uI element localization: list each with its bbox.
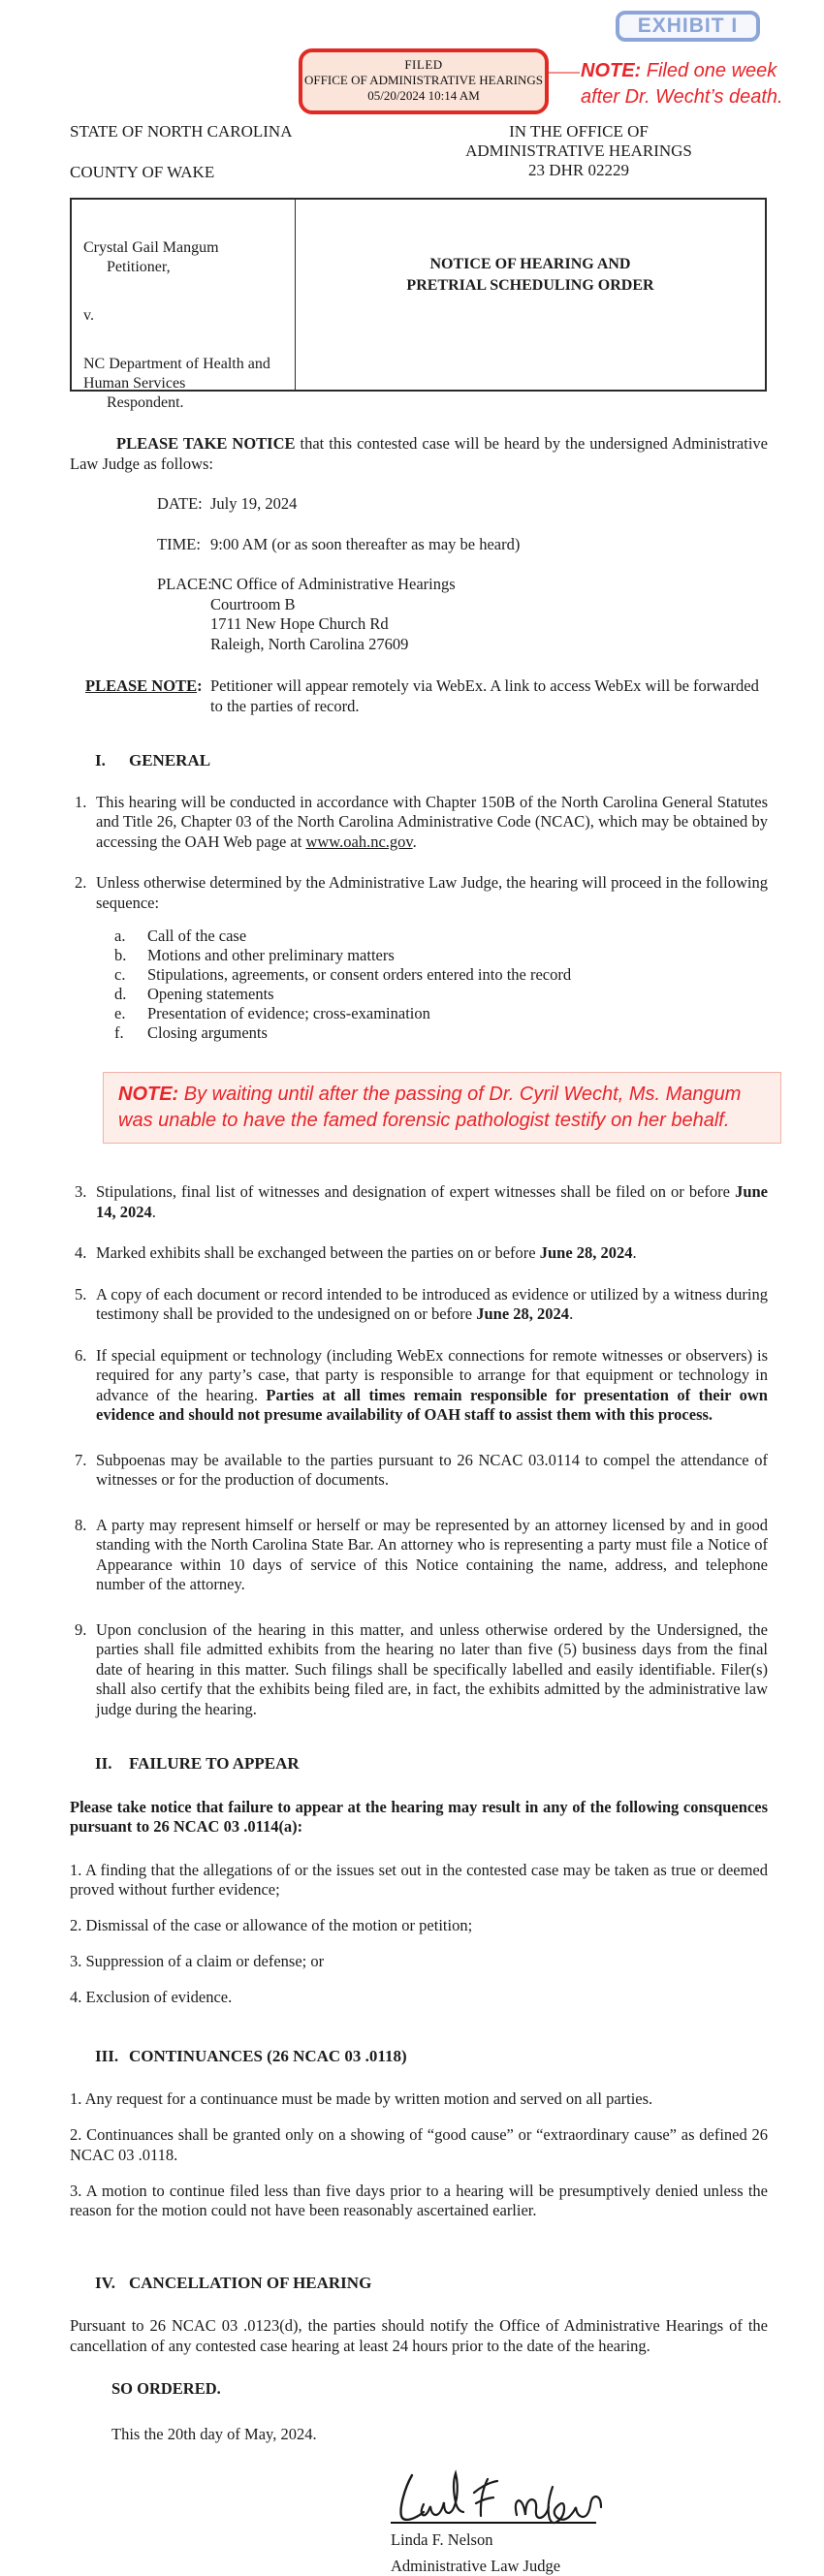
hearing-sequence-list xyxy=(70,927,768,1043)
item-text: Exclusion of evidence. xyxy=(85,1988,233,2006)
sequence-item xyxy=(70,965,768,985)
sequence-text: Opening statements xyxy=(147,985,274,1003)
section-heading-continuances xyxy=(95,2047,768,2067)
document-body xyxy=(70,434,768,2576)
header-left xyxy=(70,122,292,182)
stamp-line-filed: FILED xyxy=(404,57,443,72)
item-text: Continuances shall be granted only on a showing of “good cause” or “extraordinary cause” as defined 26 NCAC 03 .0118. xyxy=(70,2125,768,2164)
top-note-annotation xyxy=(581,58,808,110)
cancellation-paragraph: Pursuant to 26 NCAC 03 .0123(d), the parties should notify the Office of Administrative Hearings of the cancellation of any contested case hearing at least 24 hours prior to the date of the hearing. xyxy=(70,2316,768,2355)
general-item-7 xyxy=(70,1451,768,1491)
judge-signature xyxy=(395,2469,618,2529)
item-text: Stipulations, final list of witnesses and designation of expert witnesses shall be filed on or before June 14, 2024. xyxy=(96,1182,768,1221)
item-text: A finding that the allegations of or the issues set out in the contested case may be taken as true or deemed proved without further evidence; xyxy=(70,1860,768,1899)
schedule-time-row xyxy=(70,535,768,555)
section-title: GENERAL xyxy=(129,751,211,770)
case-number: 23 DHR 02229 xyxy=(528,161,629,179)
failure-consequence-2 xyxy=(70,1916,768,1936)
failure-consequence-3 xyxy=(70,1952,768,1972)
sequence-letter: a. xyxy=(114,927,126,945)
general-item-2 xyxy=(70,873,768,913)
time-label: TIME: xyxy=(157,534,201,553)
sequence-item xyxy=(70,1004,768,1023)
section-title: CONTINUANCES (26 NCAC 03 .0118) xyxy=(129,2046,407,2065)
please-note-value: Petitioner will appear remotely via WebEx. A link to access WebEx will be forwarded to the parties of record. xyxy=(210,676,759,715)
item-number: 1. xyxy=(70,2089,82,2108)
versus: v. xyxy=(83,307,94,324)
schedule-place-row xyxy=(70,575,768,654)
place-line: 1711 New Hope Church Rd xyxy=(210,614,389,633)
item-text: A motion to continue filed less than five days prior to a hearing will be presumptively denied unless the reason for the motion could not have been reasonably ascertained earlier. xyxy=(70,2181,769,2219)
caption-parties-cell xyxy=(72,200,296,411)
item-text: This hearing will be conducted in accordance with Chapter 150B of the North Carolina General Statutes and Title 26, Chapter 03 of the North Carolina Administrative Code (NCAC), which may be obtained by accessing the OAH Web page at www.oah.nc.gov. xyxy=(96,792,768,851)
document-title-line2: PRETRIAL SCHEDULING ORDER xyxy=(406,277,654,294)
continuance-rule-2 xyxy=(70,2125,768,2165)
item-number: 7. xyxy=(75,1450,87,1469)
schedule-date-row xyxy=(70,494,768,515)
section-heading-failure-to-appear xyxy=(95,1754,768,1775)
filed-stamp xyxy=(299,48,549,114)
item-text: Any request for a continuance must be made by written motion and served on all parties. xyxy=(84,2089,653,2108)
office-line1: IN THE OFFICE OF xyxy=(509,122,649,141)
general-item-9 xyxy=(70,1620,768,1720)
item-number: 8. xyxy=(75,1515,87,1534)
item-number: 1. xyxy=(70,1860,82,1879)
sequence-item xyxy=(70,985,768,1004)
item-number: 3. xyxy=(75,1182,87,1201)
respondent-role: Respondent. xyxy=(107,394,184,411)
sequence-letter: e. xyxy=(114,1004,126,1022)
note-text: By waiting until after the passing of Dr. Cyril Wecht, Ms. Mangum was unable to have the famed forensic pathologist testify on her behalf. xyxy=(118,1084,742,1131)
sequence-letter: f. xyxy=(114,1023,124,1042)
exhibit-badge: EXHIBIT I xyxy=(616,11,760,42)
section-title: CANCELLATION OF HEARING xyxy=(129,2273,372,2292)
section-heading-cancellation xyxy=(95,2274,768,2294)
caption-title-cell xyxy=(296,200,765,390)
place-line: NC Office of Administrative Hearings xyxy=(210,575,456,593)
order-date-line: This the 20th day of May, 2024. xyxy=(111,2424,317,2443)
stamp-line-office: OFFICE OF ADMINISTRATIVE HEARINGS xyxy=(304,73,543,87)
sequence-text: Closing arguments xyxy=(147,1023,268,1042)
section-number: IV. xyxy=(95,2273,115,2292)
please-note-label xyxy=(85,676,203,697)
item-text: If special equipment or technology (including WebEx connections for remote witnesses or observers) is required for any party’s case, that party is responsible to arrange for that equipment or technology in advance of the hearing. Parties at all times remain responsible for presentation of their own evidence and should not presume availability of OAH staff to assist them with this process. xyxy=(96,1345,768,1424)
please-note-label-text: PLEASE NOTE xyxy=(85,676,198,695)
case-caption-table xyxy=(70,198,767,411)
general-item-6 xyxy=(70,1346,768,1426)
item-number: 5. xyxy=(75,1284,87,1304)
please-note-colon: : xyxy=(197,676,203,695)
item-number: 4. xyxy=(75,1243,87,1262)
sequence-item xyxy=(70,1023,768,1043)
item-number: 2. xyxy=(70,1916,82,1934)
general-item-1 xyxy=(70,793,768,853)
stamp-note-connector-line xyxy=(549,72,580,74)
place-line: Raleigh, North Carolina 27609 xyxy=(210,634,409,653)
signature-block xyxy=(391,2469,633,2576)
note-label: NOTE: xyxy=(581,60,642,81)
general-item-5 xyxy=(70,1285,768,1325)
item-text: A party may represent himself or herself or may be represented by an attorney licensed by and in good standing with the North Carolina State Bar. An attorney who is representing a party must file a Notice of Appearance within 10 days of service of this Notice containing the name, address, and telephone number of the attorney. xyxy=(96,1515,768,1593)
notice-intro-paragraph: PLEASE TAKE NOTICE that this contested case will be heard by the undersigned Administrative Law Judge as follows: xyxy=(70,434,768,473)
header-right xyxy=(438,122,719,182)
item-text: Dismissal of the case or allowance of the motion or petition; xyxy=(85,1916,473,1934)
petitioner-name: Crystal Gail Mangum xyxy=(83,239,219,256)
item-text: A copy of each document or record intended to be introduced as evidence or utilized by a witness during testimony shall be provided to the undesigned on or before June 28, 2024. xyxy=(96,1284,768,1323)
section-heading-general xyxy=(95,751,768,771)
judge-name: Linda F. Nelson xyxy=(391,2530,493,2549)
date-value: July 19, 2024 xyxy=(210,494,298,513)
item-text: Subpoenas may be available to the parties pursuant to 26 NCAC 03.0114 to compel the attendance of witnesses or for the production of documents. xyxy=(96,1450,768,1489)
note-text: Filed one week after Dr. Wecht’s death. xyxy=(581,60,783,108)
place-label: PLACE: xyxy=(157,575,212,593)
item-number: 3. xyxy=(70,2181,82,2200)
item-number: 2. xyxy=(75,873,87,892)
document-title-line1: NOTICE OF HEARING AND xyxy=(429,256,631,272)
date-label: DATE: xyxy=(157,494,203,513)
so-ordered: SO ORDERED. xyxy=(111,2379,221,2398)
item-text: Unless otherwise determined by the Administrative Law Judge, the hearing will proceed in the following sequence: xyxy=(96,873,768,912)
middle-note-annotation-box xyxy=(103,1072,781,1144)
item-number: 1. xyxy=(75,792,87,811)
respondent-name: NC Department of Health and Human Services xyxy=(83,356,270,392)
section-number: II. xyxy=(95,1754,112,1773)
office-line2: ADMINISTRATIVE HEARINGS xyxy=(465,141,692,160)
stamp-line-datetime: 05/20/2024 10:14 AM xyxy=(367,88,480,103)
section-title: FAILURE TO APPEAR xyxy=(129,1754,300,1773)
signature-underline xyxy=(391,2522,596,2524)
item-number: 6. xyxy=(75,1345,87,1365)
sequence-letter: c. xyxy=(114,965,126,984)
general-item-3 xyxy=(70,1182,768,1222)
general-item-4 xyxy=(70,1243,768,1264)
section-number: I. xyxy=(95,751,106,770)
sequence-text: Call of the case xyxy=(147,927,247,945)
sequence-text: Presentation of evidence; cross-examination xyxy=(147,1004,430,1022)
continuance-rule-3 xyxy=(70,2182,768,2221)
item-number: 2. xyxy=(70,2125,82,2144)
item-text: Upon conclusion of the hearing in this matter, and unless otherwise ordered by the Undersigned, the parties shall file admitted exhibits from the hearing no later than five (5) business days from the final date of hearing in this matter. Such filings shall be specifically labelled and easily identifiable. Filer(s) shall also certify that the exhibits being filed are, in fact, the exhibits admitted by the administrative law judge during the hearing. xyxy=(96,1619,768,1718)
continuance-rule-1 xyxy=(70,2089,768,2110)
state-line: STATE OF NORTH CAROLINA xyxy=(70,122,293,141)
sequence-item xyxy=(70,946,768,965)
item-number: 9. xyxy=(75,1619,87,1639)
sequence-text: Stipulations, agreements, or consent orders entered into the record xyxy=(147,965,572,984)
section-number: III. xyxy=(95,2046,119,2065)
general-item-8 xyxy=(70,1516,768,1595)
failure-consequence-4 xyxy=(70,1988,768,2008)
failure-intro-paragraph: Please take notice that failure to appear at the hearing may result in any of the following consquences pursuant to 26 NCAC 03 .0114(a): xyxy=(70,1797,768,1836)
county-line: COUNTY OF WAKE xyxy=(70,163,215,181)
note-label: NOTE: xyxy=(118,1084,179,1105)
judge-title: Administrative Law Judge xyxy=(391,2557,561,2575)
item-number: 3. xyxy=(70,1952,82,1970)
petitioner-role: Petitioner, xyxy=(107,259,171,275)
item-text: Marked exhibits shall be exchanged between the parties on or before June 28, 2024. xyxy=(96,1243,637,1262)
sequence-letter: d. xyxy=(114,985,127,1003)
time-value: 9:00 AM (or as soon thereafter as may be heard) xyxy=(210,534,521,553)
place-line: Courtroom B xyxy=(210,594,296,613)
sequence-letter: b. xyxy=(114,946,127,964)
item-number: 4. xyxy=(70,1988,82,2006)
failure-consequence-1 xyxy=(70,1861,768,1901)
item-text: Suppression of a claim or defense; or xyxy=(85,1952,325,1970)
sequence-item xyxy=(70,927,768,946)
sequence-text: Motions and other preliminary matters xyxy=(147,946,395,964)
please-note-row xyxy=(70,676,768,716)
